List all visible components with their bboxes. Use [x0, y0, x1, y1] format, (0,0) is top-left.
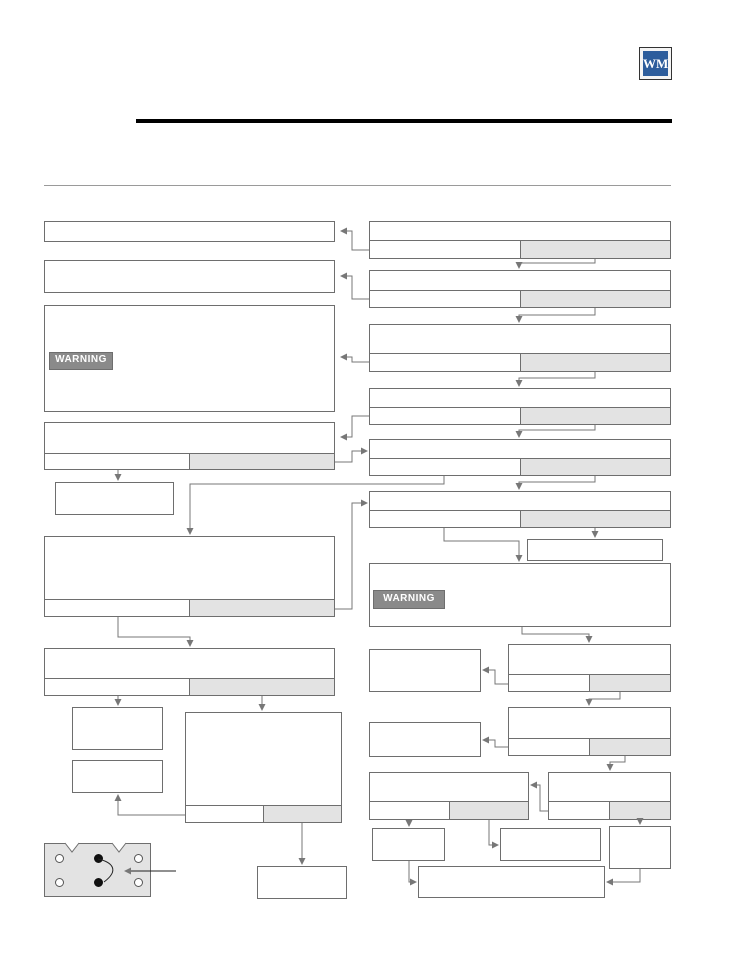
logo-mark: WM: [643, 51, 668, 76]
warning-label: WARNING: [373, 590, 445, 609]
warning-label: WARNING: [49, 352, 113, 370]
